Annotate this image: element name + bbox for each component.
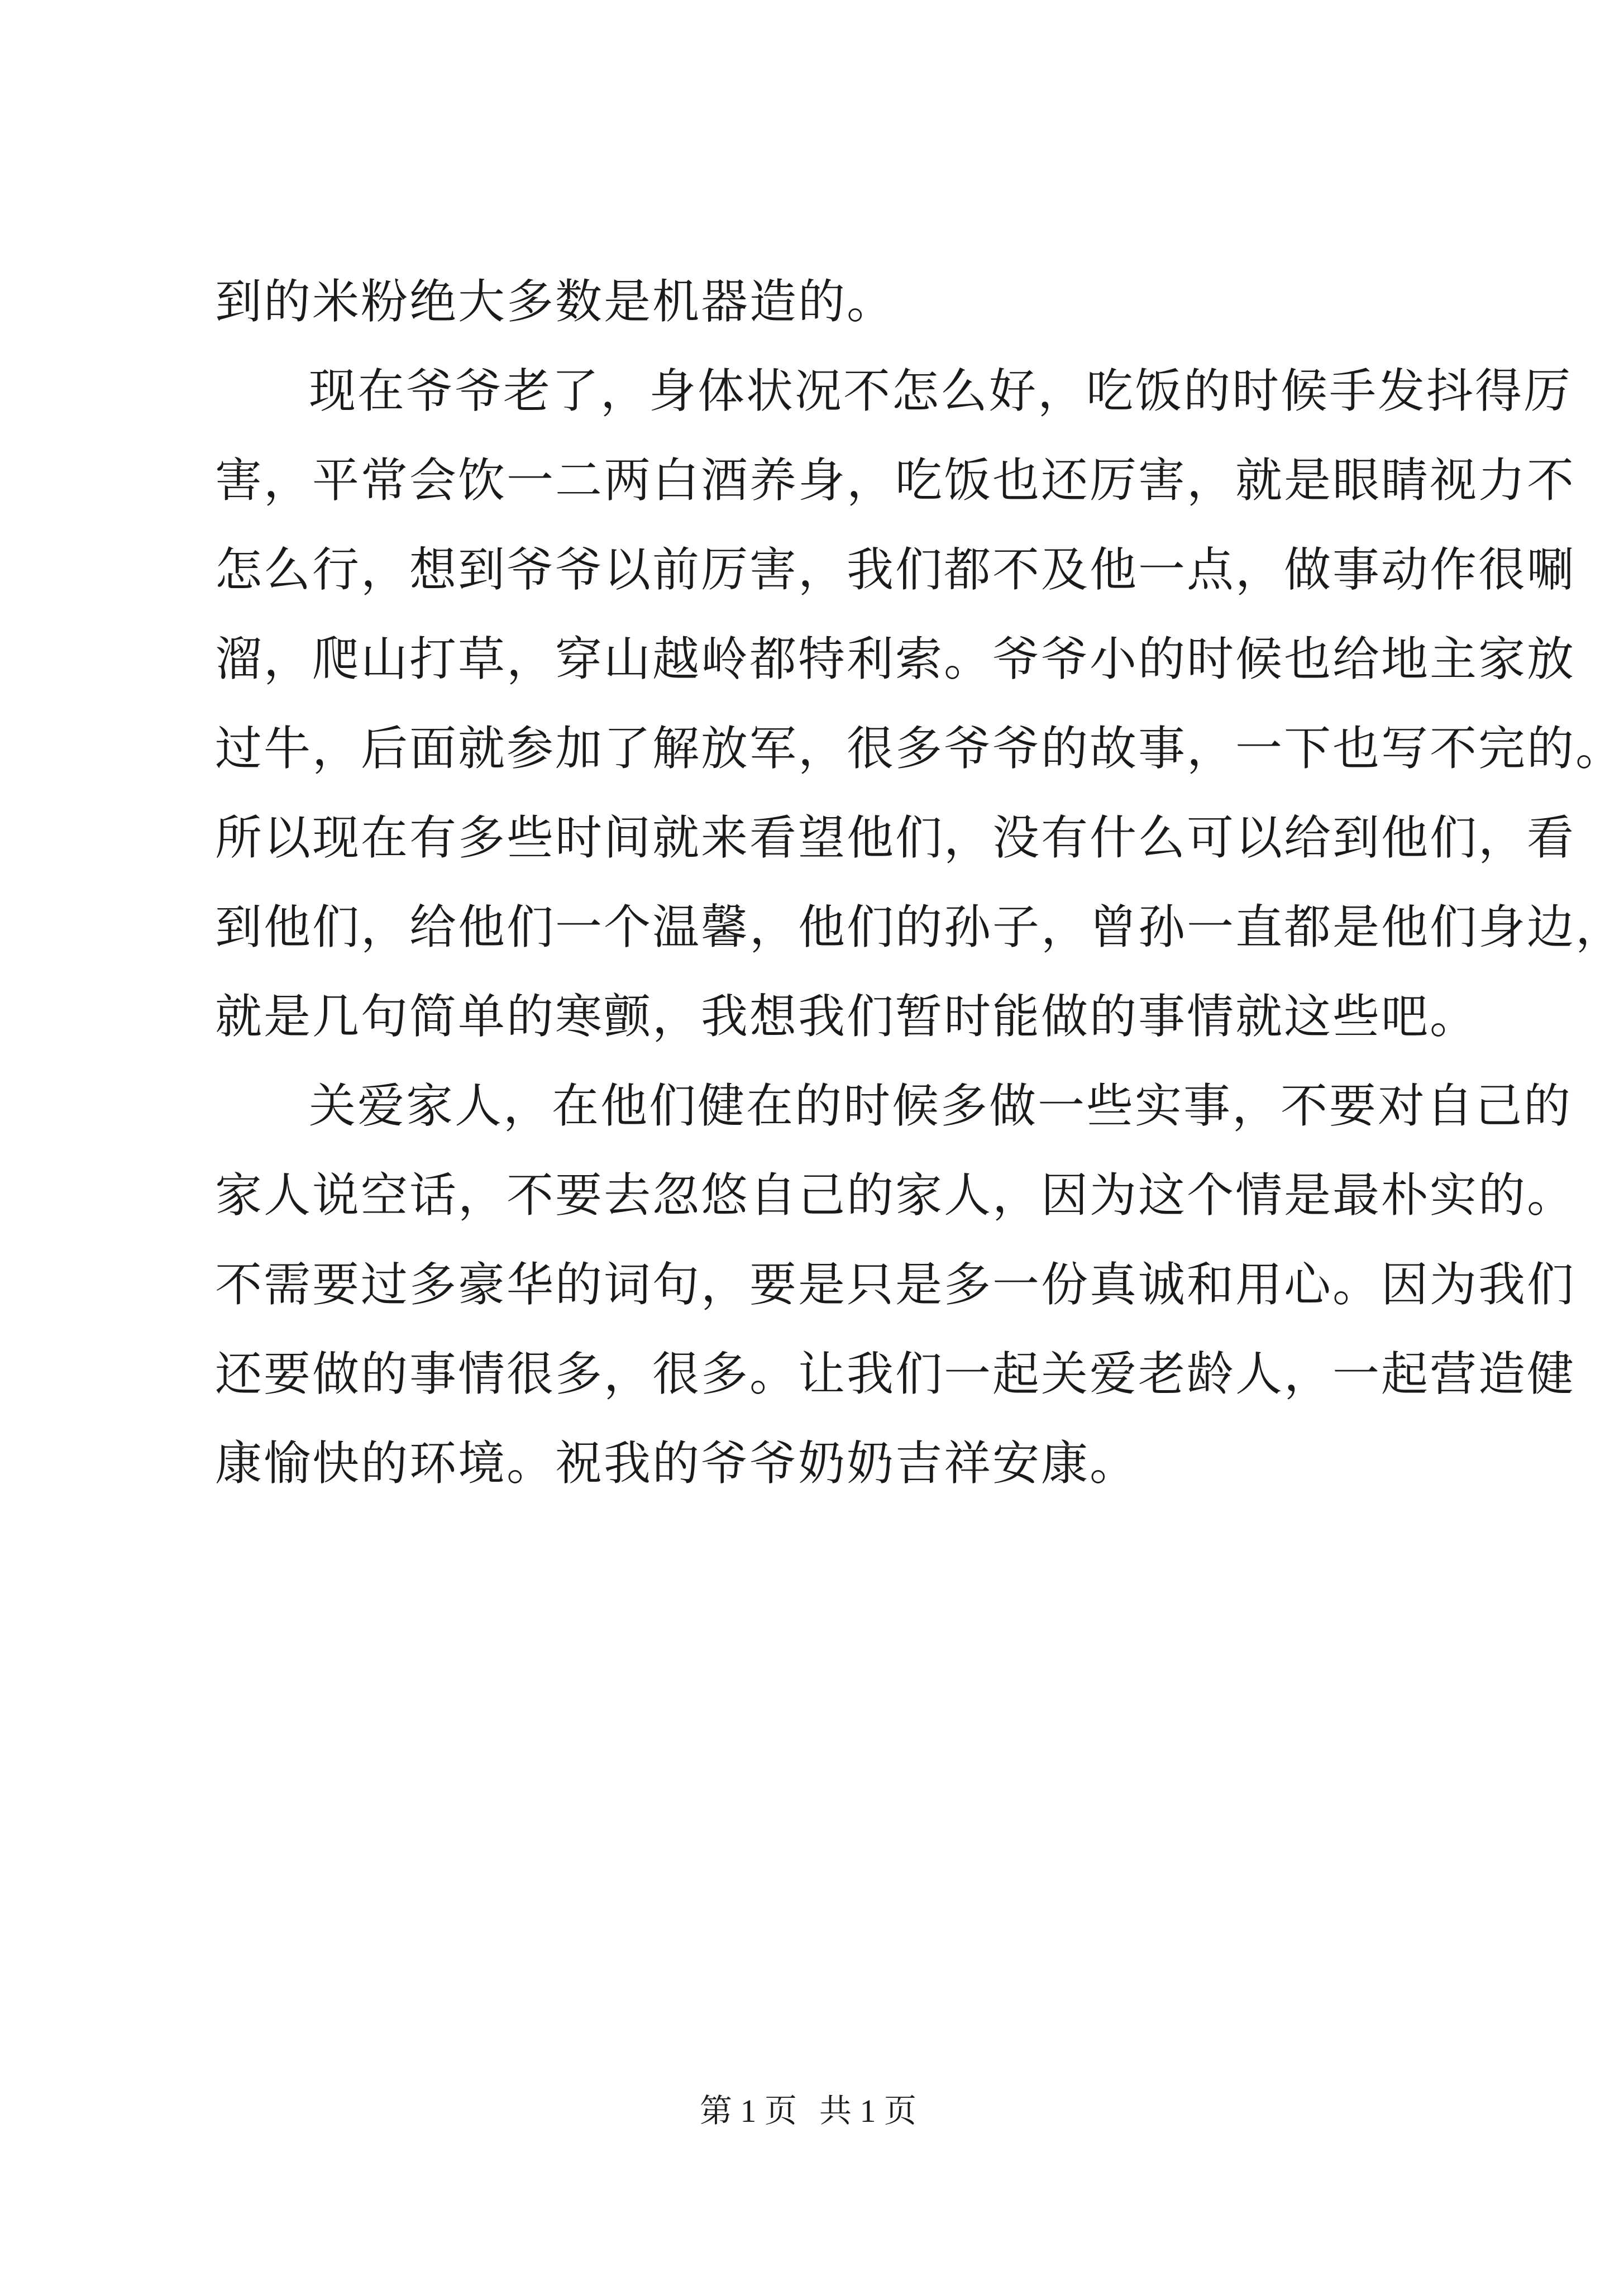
page-total: 共 1 页 [819, 2093, 917, 2129]
body-text [215, 257, 1624, 1508]
text-line: 害，平常会饮一二两白酒养身，吃饭也还厉害，就是眼睛视力不 [215, 453, 1576, 508]
text-line: 康愉快的环境。祝我的爷爷奶奶吉祥安康。 [215, 1436, 1139, 1491]
text-line: 还要做的事情很多，很多。让我们一起关爱老龄人，一起营造健 [215, 1347, 1576, 1401]
paragraph-first-line: 关爱家人，在他们健在的时候多做一些实事，不要对自己的 [309, 1078, 1573, 1133]
text-line: 家人说空话，不要去忽悠自己的家人，因为这个情是最朴实的。 [215, 1168, 1576, 1223]
text-line: 不需要过多豪华的词句，要是只是多一份真诚和用心。因为我们 [215, 1257, 1576, 1312]
text-line: 怎么行，想到爷爷以前厉害，我们都不及他一点，做事动作很唰 [215, 542, 1576, 597]
text-line: 溜，爬山打草，穿山越岭都特利索。爷爷小的时候也给地主家放 [215, 632, 1576, 686]
text-line: 就是几句简单的寒颤，我想我们暂时能做的事情就这些吧。 [215, 989, 1479, 1044]
paragraph-first-line: 现在爷爷老了，身体状况不怎么好，吃饭的时候手发抖得厉 [309, 364, 1573, 418]
text-line: 到的米粉绝大多数是机器造的。 [215, 274, 896, 329]
page-footer [0, 2089, 1616, 2134]
text-line: 过牛，后面就参加了解放军，很多爷爷的故事，一下也写不完的。 [215, 721, 1624, 776]
text-line: 到他们，给他们一个温馨，他们的孙子，曾孙一直都是他们身边， [215, 900, 1624, 955]
text-line: 所以现在有多些时间就来看望他们，没有什么可以给到他们，看 [215, 810, 1576, 865]
page-number: 第 1 页 [699, 2093, 797, 2129]
